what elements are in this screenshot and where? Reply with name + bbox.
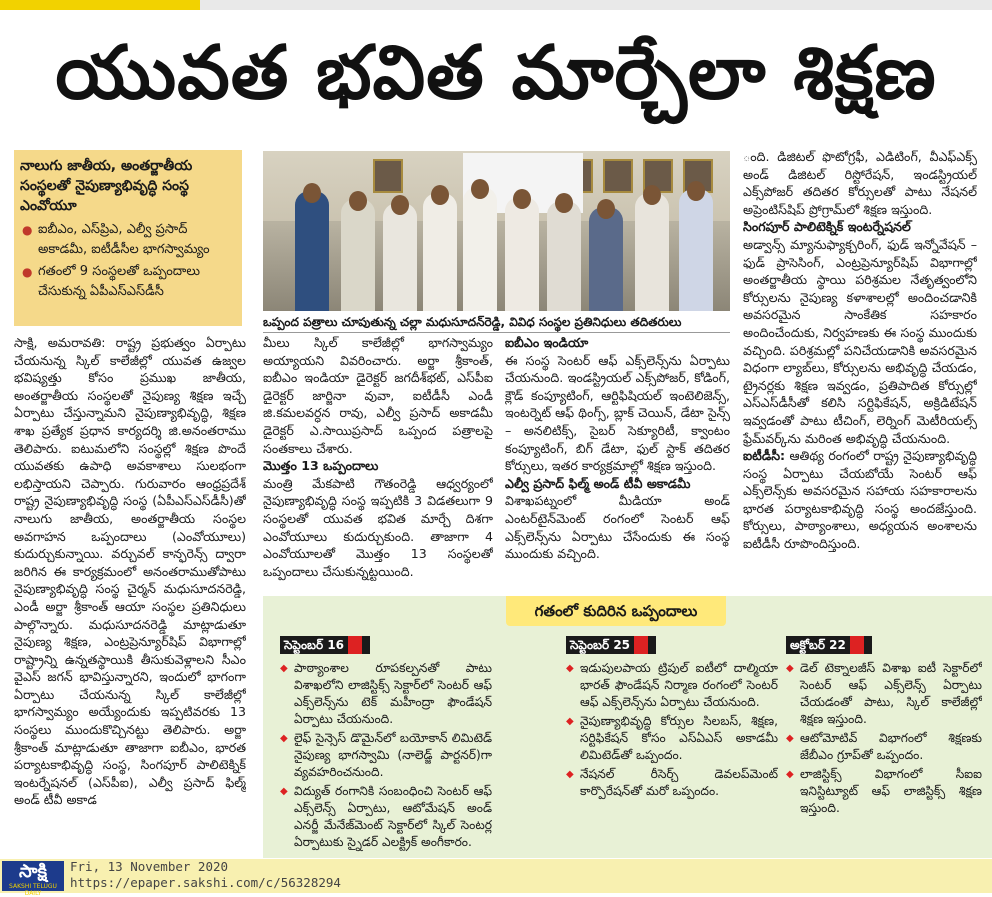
article-text: అడ్వాన్స్ మ్యానుఫ్యాక్చరింగ్, ఫుడ్ ఇన్నోవేషన్ – ఫుడ్ ప్రాసెసింగ్, ఎంట్రప్రెన్యూర్‌షిప్ విభాగాల్లో అంతర్జాతీయ స్థాయి పరిశ్రమల నేతృత్వంలోని కోర్సులను నైపుణ్య కళాశాలల్లో అందించడానికి అవసరమైన సాంకేతిక సహకారం అందించేందుకు, నిర్వహణకు ఈ సంస్థ ముందుకు వచ్చింది. పరిశ్రమల్లో పనిచేయడానికి అవసరమైన విధంగా ల్యాబ్‌లు, కోర్సులను అభివృద్ధి చేయడం, ట్రైనర్లకు శిక్షణ ఇవ్వడం, ప్రతిపాదిత కోర్సుల్లో ఎస్‌ఎస్‌డీసీతో కలిసి సర్టిఫికేషన్, అక్రిడిటేషన్ ఇవ్వడంతో పాటు టీచింగ్, లెర్నింగ్ మెటీరియల్స్ ఫ్రేమ్‌వర్క్‌ను మరింత అభివృద్ధి చేయనుంది.: [743, 236, 977, 446]
article-text: సాక్షి, అమరావతి: రాష్ట్ర ప్రభుత్వం ఏర్పాటు చేయనున్న స్కిల్ కాలేజీల్లో యువత ఉజ్వల భవిష్యత్తు కోసం ప్రముఖ జాతీయ, అంతర్జాతీయ సంస్థలతో నైపుణ్య శిక్షణ ఇచ్చే ఏర్పాటు చేస్తున్నామని నైపుణ్యాభివృద్ధి, శిక్షణ శాఖ ప్రత్యేక ప్రధాన కార్యదర్శి జి.అనంతరాము తెలిపారు. ఐటుమలోని సంస్థల్లో శిక్షణ పొందే యువతకు ఉపాధి అవకాశాలు సులభంగా లభిస్తాయని చెప్పారు. గురువారం ఆంధ్రప్రదేశ్ రాష్ట్ర నైపుణ్యాభివృద్ధి సంస్థ (ఏపీఎస్ఎస్‌డీసీ)తో నాలుగు జాతీయ, అంతర్జాతీయ సంస్థల అవగాహన ఒప్పందాలు (ఎంవోయూలు) కుదుర్చుకున్నాయి. వర్చువల్ కాన్ఫరెన్స్ ద్వారా జరిగిన ఈ కార్యక్రమంలో అనంతరాముతోపాటు నైపుణ్యాభివృద్ధి సంస్థ చైర్మన్ మధుసూదనరెడ్డి, ఎండీ అర్జా శ్రీకాంత్ ఆయా సంస్థల ప్రతినిధులు పాల్గొన్నారు. మధుసూదనరెడ్డి మాట్లాడుతూ నైపుణ్య శిక్షణ, ఎంట్రప్రెన్యూర్‌షిప్ విభాగాల్లో రాష్ట్రాన్ని ఉన్నతస్థాయికి తీసుకువెళ్లాలని సీఎం వైఎస్ జగన్ భావిస్తున్నారని, ఇందులో భాగంగా ఏర్పాటు చేయనున్న స్కిల్ కాలేజీల్లో భాగస్వామ్యం అయ్యేందుకు ఇప్పటివరకు 13 సంస్థలు ముందుకొచ్చినట్టు తెలిపారు. అర్జా శ్రీకాంత్ మాట్లాడుతూ తాజాగా ఐబీఎం, భారత పర్యాటకాభివృద్ధి సంస్థ, సింగపూర్ పాలిటెక్నిక్ ఇంటర్నేషనల్ (ఎస్‌పీఐ), ఎల్వీ ప్రసాద్ ఫిల్మ్ అండ్ టీవీ అకాడ: [14, 335, 246, 808]
article-text: ంది. డిజిటల్ ఫొటోగ్రఫీ, ఎడిటింగ్, వీఎఫ్ఎక్స్ అండ్ డిజిటల్ రిస్టోరేషన్, ఇండస్ట్రియల్ ఎక్స్‌పోజర్ తదితర కోర్సులతో పాటు నేషనల్ అప్రెంటిస్‌షిప్ ప్రోగ్రామ్‌లో శిక్షణ ఇస్తుంది.: [743, 149, 977, 217]
timeline-item: ◆ లాజిస్టిక్స్ విభాగంలో సీఐఐ ఇనిస్టిట్యూట్ ఆఫ్ లాజిస్టిక్స్ శిక్షణ ఇస్తుంది.: [786, 766, 982, 817]
timeline-item: ◆ పాఠ్యాంశాల రూపకల్పనతో పాటు విశాఖలోని లాజిస్టిక్స్ సెక్టార్‌లో సెంటర్ ఆఫ్ ఎక్స్‌లెన్స్‌ను టెక్ మహీంద్రా ఫౌండేషన్ ఏర్పాటు చేయనుంది.: [280, 660, 492, 728]
footer-meta: [70, 859, 341, 891]
timeline-item: ◆ ఇడుపులపాయ ట్రిపుల్ ఐటీలో దాల్మియా భారత్ ఫౌండేషన్ నిర్మాణ రంగంలో సెంటర్ ఆఫ్ ఎక్స్‌లెన్స్‌ను ఏర్పాటు చేయనుంది.: [566, 660, 778, 711]
timeline-item: ◆ నైపుణ్యాభివృద్ధి కోర్సుల సిలబస్, శిక్షణ, సర్టిఫికేషన్ కోసం ఎస్ఏఎస్ అకాడమీ లిమిటెడ్‌తో ఒప్పందం.: [566, 713, 778, 764]
highlight-bullet: ● ఐబీఎం, ఎస్‌ప్రిఎ, ఎల్వీ ప్రసాద్ అకాడమీ, ఐటీడీసీల భాగస్వామ్యం: [20, 220, 236, 260]
article-text: మీలు స్కిల్ కాలేజీల్లో భాగస్వామ్యం అయ్యాయని వివరించారు. అర్జా శ్రీకాంత్, ఐబీఎం ఇండియా డైరెక్టర్ జగదీశ్‌భట్, ఎస్‌పీఐ డైరెక్టర్ జార్జినా వువా, ఐటీడీసీ ఎండీ జి.కమలవర్ధన రావు, ఎల్వీ ప్రసాద్ అకాడమీ డైరెక్టర్ ఎ.సాయిప్రసాద్ ఒప్పంద పత్రాలపై సంతకాలు చేశారు.: [263, 335, 493, 456]
section-subhead: ఐబీఎం ఇండియా: [505, 335, 589, 350]
news-photo: [263, 151, 730, 311]
timeline-entry: [280, 634, 492, 856]
article-text: ఈ సంస్థ సెంటర్ ఆఫ్ ఎక్స్‌లెన్స్‌ను ఏర్పాటు చేయనుంది. ఇండస్ట్రియల్ ఎక్స్‌పోజర్, కోడింగ్, క్లౌడ్ కంప్యూటింగ్, ఆర్టిఫిషియల్ ఇంటెలిజెన్స్, ఇంటర్నెట్ ఆఫ్ థింగ్స్, బ్లాక్ చెయిన్, డేటా సైన్స్ – అనలిటిక్స్, సైబర్ సెక్యూరిటీ, క్వాంటం కంప్యూటింగ్, బిగ్ డేటా, ఫుల్ స్టాక్ తదితర కోర్సులు, ఇతర కార్యక్రమాల్లో శిక్షణ ఇస్తుంది.: [505, 352, 730, 474]
timeline-item: ◆ డెల్ టెక్నాలజీస్ విశాఖ ఐటీ సెక్టార్‌లో సెంటర్ ఆఫ్ ఎక్స్‌లెన్స్ ఏర్పాటు చేయడంతో పాటు, స్కిల్ కాలేజీల్లో శిక్షణ ఇస్తుంది.: [786, 660, 982, 728]
article-text: మంత్రి మేకపాటి గౌతంరెడ్డి ఆధ్వర్యంలో నైపుణ్యాభివృద్ధి సంస్థ ఇప్పటికి 3 విడతలుగా 9 సంస్థలతో యువత భవిత మార్చే దిశగా ఎంవోయూలు కుదుర్చుకుంది. తాజాగా 4 ఎంవోయూలతో మొత్తం 13 సంస్థలతో ఒప్పందాలు చేసుకున్నట్టయింది.: [263, 475, 493, 579]
highlight-list: [20, 220, 236, 302]
timeline-entry: [566, 634, 778, 856]
timeline-item: ◆ ఆటోమోటివ్ విభాగంలో శిక్షణకు జేబీఎం గ్రూప్‌తో ఒప్పందం.: [786, 730, 982, 764]
sakshi-logo[interactable]: సాక్షి SAKSHI TELUGU DAILY: [2, 861, 64, 891]
highlight-title: నాలుగు జాతీయ, అంతర్జాతీయ సంస్థలతో నైపుణ్యాభివృద్ధి సంస్థ ఎంవోయూ: [20, 158, 193, 214]
footer-date: Fri, 13 November 2020: [70, 859, 229, 874]
timeline-date: అక్టోబర్ 22: [786, 636, 872, 654]
article-column-3: [505, 334, 730, 596]
section-subhead: ఐటీడీసీ:: [743, 448, 786, 464]
article-text: ఆతిథ్య రంగంలో రాష్ట్ర నైపుణ్యాభివృద్ధి సంస్థ ఏర్పాటు చేయబోయే సెంటర్ ఆఫ్ ఎక్స్‌లెన్స్‌కు అవసరమైన సహాయ సహకారాలను భారత పర్యాటకాభివృద్ధి సంస్థ అందజేస్తుంది. కోర్సులు, పాఠ్యాంశాలు, అధ్యయన అంశాలను ఐటీడీసీ రూపొందిస్తుంది.: [743, 448, 977, 552]
photo-caption: ఒప్పంద పత్రాలు చూపుతున్న చల్లా మధుసూదన్‌రెడ్డి, వివిధ సంస్థల ప్రతినిధులు తదితరులు: [263, 312, 730, 333]
footer-bar: [0, 859, 992, 897]
footer-url[interactable]: https://epaper.sakshi.com/c/56328294: [70, 875, 341, 890]
highlight-box: [14, 150, 242, 326]
section-subhead: మొత్తం 13 ఒప్పందాలు: [263, 458, 379, 474]
timeline-date: సెప్టెంబర్ 16: [280, 636, 370, 654]
article-column-4: [743, 148, 977, 596]
headline: యువత భవిత మార్చేలా శిక్షణ: [55, 30, 937, 116]
section-subhead: సింగపూర్ పాలిటెక్నిక్ ఇంటర్నేషనల్: [743, 219, 911, 235]
article-text: విశాఖపట్నంలో మీడియా అండ్ ఎంటర్‌టైన్‌మెంట్ రంగంలో సెంటర్ ఆఫ్ ఎక్స్‌లెన్స్‌ను ఏర్పాటు చేసేందుకు ఈ సంస్థ ముందుకు వచ్చింది.: [505, 493, 730, 562]
article-column-1: [14, 334, 246, 858]
timeline-date: సెప్టెంబర్ 25: [566, 636, 656, 654]
timeline-entry: [786, 634, 982, 856]
section-subhead: ఎల్వీ ప్రసాద్ ఫిల్మ్ అండ్ టీవీ అకాడమీ: [505, 475, 691, 491]
timeline-item: ◆ నేషనల్ రీసెర్చ్ డెవలప్‌మెంట్ కార్పొరేషన్‌తో మరో ఒప్పందం.: [566, 766, 778, 800]
timeline-title: గతంలో కుదిరిన ఒప్పందాలు: [506, 596, 726, 626]
timeline-item: ◆ విద్యుత్ రంగానికి సంబంధించి సెంటర్ ఆఫ్ ఎక్స్‌లెన్స్ ఏర్పాటు, ఆటోమేషన్ అండ్ ఎనర్జీ మేనేజ్‌మెంట్ సెక్టార్‌లో స్కిల్ సెంటర్ల ఏర్పాటుకు స్నైడర్ ఎలక్ట్రిక్ అంగీకారం.: [280, 783, 492, 851]
highlight-bullet: ● గతంలో 9 సంస్థలతో ఒప్పందాలు చేసుకున్న ఏపీఎస్ఎస్‌డీసీ: [20, 262, 236, 302]
top-strip: [0, 0, 992, 10]
article-column-2: [263, 334, 493, 596]
brand-strip: [0, 0, 200, 10]
timeline-item: ◆ లైఫ్ సైన్సెస్ డొమైన్‌లో బయోకాన్ లిమిటెడ్ నైపుణ్య భాగస్వామి (నాలెడ్జ్ పార్టనర్)గా వ్యవహరించనుంది.: [280, 730, 492, 781]
